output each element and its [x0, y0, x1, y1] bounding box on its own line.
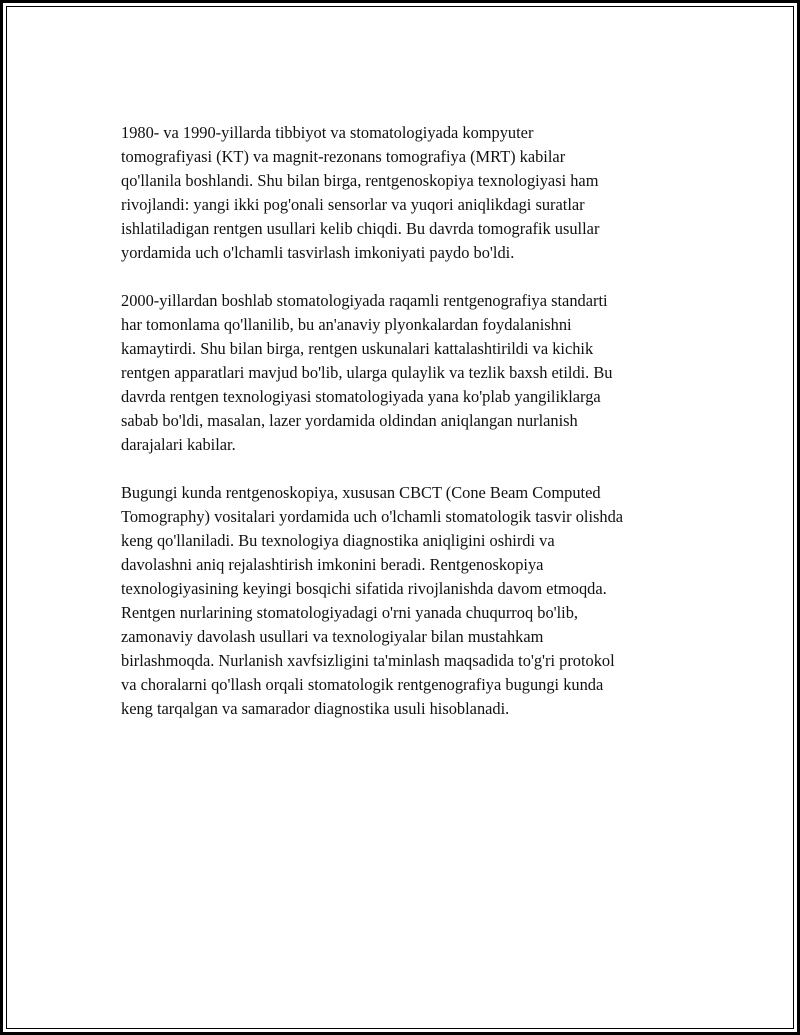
paragraph-1: 1980- va 1990-yillarda tibbiyot va stomatologiyada kompyuter tomografiyasi (KT) va magnit-rezonans tomografiya (MRT) kabilar qo'llanila boshlandi. Shu bilan birga, rentgenoskopiya texnologiyasi ham rivojlandi: yangi ikki pog'onali sensorlar va yuqori aniqlikdagi suratlar ishlatiladigan rentgen usullari kelib chiqdi. Bu davrda tomografik usullar yordamida uch o'lchamli tasvirlash imkoniyati paydo bo'ldi. [121, 123, 600, 262]
paragraph-2: 2000-yillardan boshlab stomatologiyada raqamli rentgenografiya standarti har tomonlama qo'llanilib, bu an'anaviy plyonkalardan foydalanishni kamaytirdi. Shu bilan birga, rentgen uskunalari kattalashtirildi va kichik rentgen apparatlari mavjud bo'lib, ularga qulaylik va tezlik baxsh etildi. Bu davrda rentgen texnologiyasi stomatologiyada yana ko'plab yangiliklarga sabab bo'ldi, masalan, lazer yordamida oldindan aniqlangan nurlanish darajalari kabilar. [121, 291, 613, 454]
document-body [121, 121, 687, 745]
paragraph-3: Bugungi kunda rentgenoskopiya, xususan CBCT (Cone Beam Computed Tomography) vositalari yordamida uch o'lchamli stomatologik tasvir olishda keng qo'llaniladi. Bu texnologiya diagnostika aniqligini oshirdi va davolashni aniq rejalashtirish imkonini beradi. Rentgenoskopiya texnologiyasining keyingi bosqichi sifatida rivojlanishda davom etmoqda. Rentgen nurlarining stomatologiyadagi o'rni yanada chuqurroq bo'lib, zamonaviy davolash usullari va texnologiyalar bilan mustahkam birlashmoqda. Nurlanish xavfsizligini ta'minlash maqsadida to'g'ri protokol va choralarni qo'llash orqali stomatologik rentgenografiya bugungi kunda keng tarqalgan va samarador diagnostika usuli hisoblanadi. [121, 483, 624, 718]
